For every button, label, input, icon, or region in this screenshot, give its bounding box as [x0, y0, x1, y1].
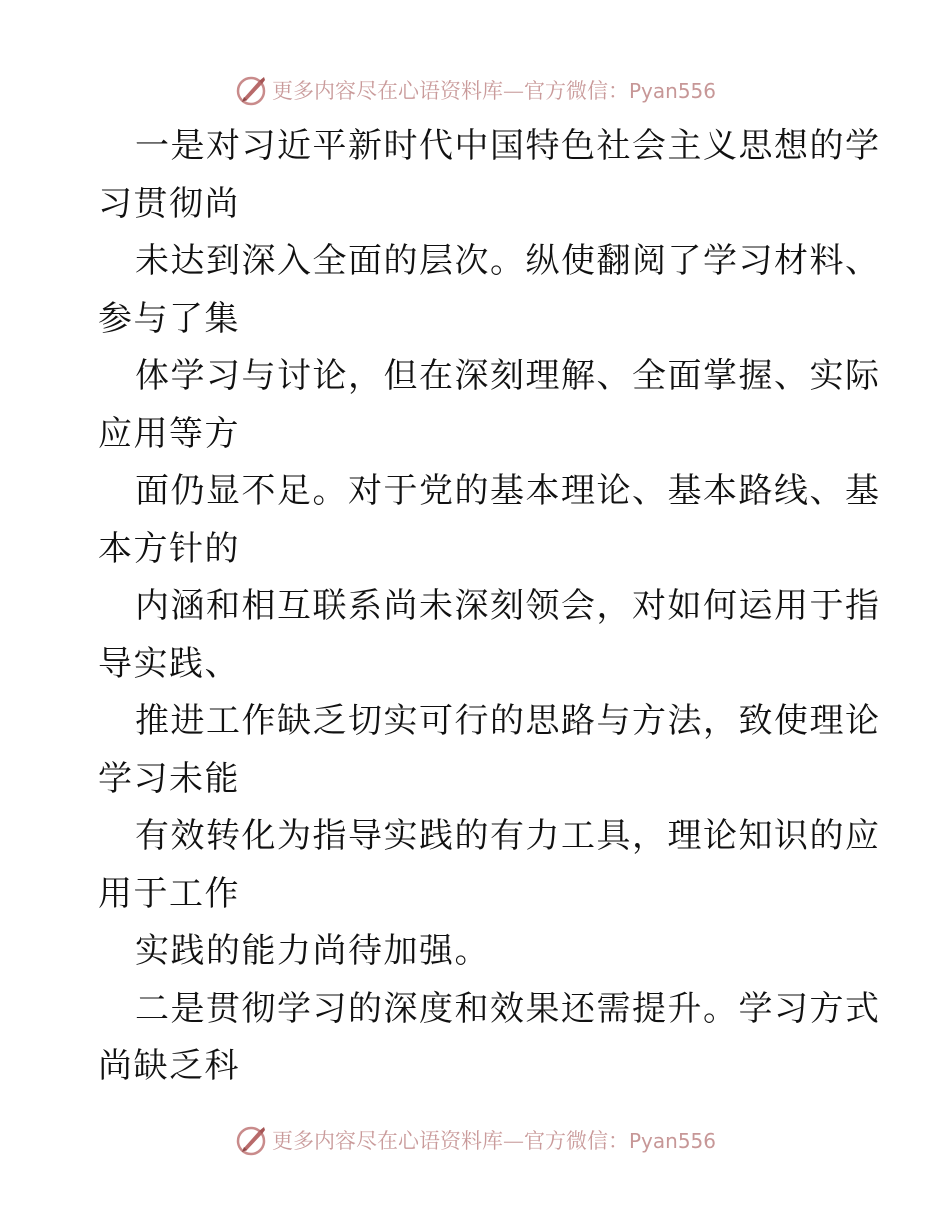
- watermark-text: 更多内容尽在心语资料库: [271, 1129, 503, 1153]
- watermark-handle: Pyan556: [628, 1129, 716, 1153]
- text-line: 应用等方: [98, 413, 240, 454]
- text-line: 一是对习近平新时代中国特色社会主义思想的学: [135, 126, 881, 166]
- text-line: 学习未能: [98, 758, 240, 799]
- quill-pen-logo-icon: [234, 1123, 268, 1157]
- text-line: 本方针的: [98, 528, 240, 569]
- text-line: 推进工作缺乏切实可行的思路与方法，致使理论: [135, 701, 881, 741]
- text-line: 未达到深入全面的层次。纵使翻阅了学习材料、: [135, 241, 881, 281]
- text-line: 实践的能力尚待加强。: [135, 931, 490, 971]
- watermark-wechat-label: 官方微信：: [523, 79, 629, 103]
- text-line: 体学习与讨论，但在深刻理解、全面掌握、实际: [135, 356, 881, 396]
- text-line: 习贯彻尚: [98, 183, 240, 224]
- quill-pen-logo-icon: [234, 73, 268, 107]
- watermark-text: 更多内容尽在心语资料库: [271, 79, 503, 103]
- text-line: 有效转化为指导实践的有力工具，理论知识的应: [135, 816, 881, 856]
- watermark-handle: Pyan556: [628, 79, 716, 103]
- text-line: 导实践、: [98, 643, 240, 684]
- header-watermark: [0, 70, 950, 110]
- footer-watermark: [0, 1120, 950, 1160]
- text-line: 内涵和相互联系尚未深刻领会，对如何运用于指: [135, 586, 881, 626]
- document-body: [98, 118, 881, 1096]
- text-line: 参与了集: [98, 298, 240, 339]
- text-line: 二是贯彻学习的深度和效果还需提升。学习方式: [135, 988, 881, 1029]
- text-line: 尚缺乏科: [98, 1046, 240, 1086]
- watermark-separator: —: [502, 79, 524, 103]
- watermark-wechat-label: 官方微信：: [523, 1129, 629, 1153]
- watermark-separator: —: [502, 1129, 524, 1153]
- text-line: 用于工作: [98, 873, 240, 914]
- text-line: 面仍显不足。对于党的基本理论、基本路线、基: [135, 471, 881, 511]
